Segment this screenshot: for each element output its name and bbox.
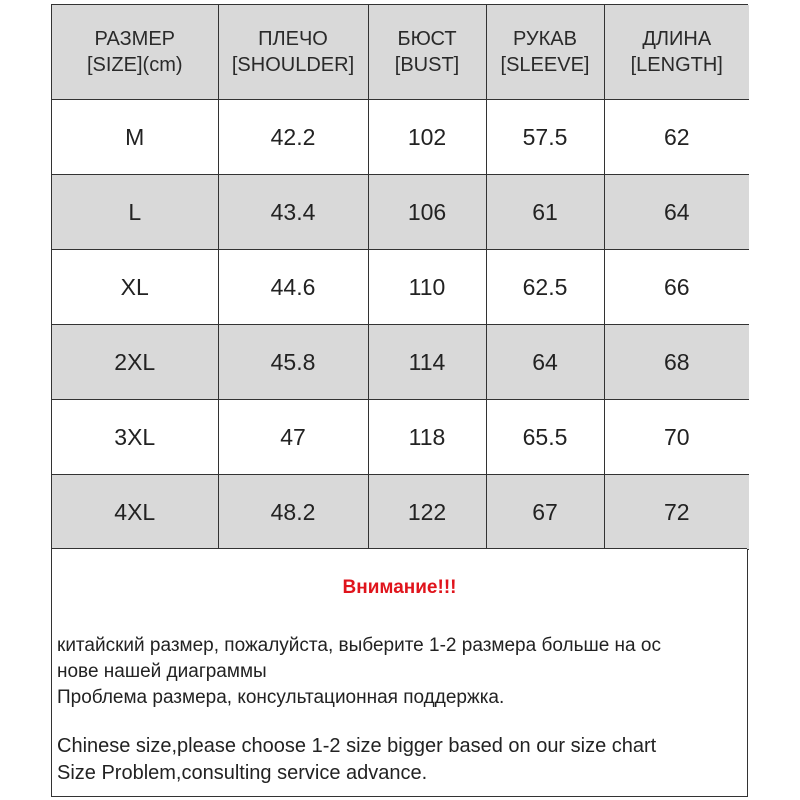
cell-length: 62 bbox=[604, 100, 749, 175]
table-row bbox=[52, 475, 749, 550]
header-bust-en: [BUST] bbox=[394, 54, 460, 76]
cell-sleeve: 61 bbox=[486, 175, 604, 250]
header-row bbox=[52, 5, 749, 100]
header-bust bbox=[368, 5, 486, 100]
header-size-ru: РАЗМЕР bbox=[94, 28, 176, 50]
cell-bust: 110 bbox=[368, 250, 486, 325]
cell-shoulder: 47 bbox=[218, 400, 368, 475]
cell-sleeve: 57.5 bbox=[486, 100, 604, 175]
table-row bbox=[52, 400, 749, 475]
cell-size: L bbox=[52, 175, 218, 250]
note-en-line: Chinese size,please choose 1-2 size bigger based on our size chart bbox=[57, 735, 657, 757]
header-shoulder bbox=[218, 5, 368, 100]
header-sleeve-en: [SLEEVE] bbox=[500, 54, 590, 76]
cell-length: 64 bbox=[604, 175, 749, 250]
header-sleeve bbox=[486, 5, 604, 100]
size-chart bbox=[51, 4, 748, 797]
note-ru-line: нове нашей диаграммы bbox=[57, 661, 267, 682]
table-row bbox=[52, 100, 749, 175]
cell-sleeve: 64 bbox=[486, 325, 604, 400]
cell-bust: 114 bbox=[368, 325, 486, 400]
table-row bbox=[52, 325, 749, 400]
cell-sleeve: 62.5 bbox=[486, 250, 604, 325]
header-shoulder-en: [SHOULDER] bbox=[231, 54, 355, 76]
cell-length: 70 bbox=[604, 400, 749, 475]
cell-bust: 118 bbox=[368, 400, 486, 475]
cell-sleeve: 67 bbox=[486, 475, 604, 550]
header-sleeve-ru: РУКАВ bbox=[513, 28, 577, 50]
cell-bust: 102 bbox=[368, 100, 486, 175]
cell-size: M bbox=[52, 100, 218, 175]
header-size-en: [SIZE](cm) bbox=[86, 54, 183, 76]
cell-size: 2XL bbox=[52, 325, 218, 400]
cell-length: 72 bbox=[604, 475, 749, 550]
header-size bbox=[52, 5, 218, 100]
note-ru-line: китайский размер, пожалуйста, выберите 1-2 размера больше на ос bbox=[57, 635, 661, 656]
cell-shoulder: 45.8 bbox=[218, 325, 368, 400]
header-shoulder-ru: ПЛЕЧО bbox=[258, 28, 328, 50]
header-length bbox=[604, 5, 749, 100]
note-ru-line: Проблема размера, консультационная поддержка. bbox=[57, 687, 505, 708]
notes-panel bbox=[52, 548, 747, 796]
cell-size: 4XL bbox=[52, 475, 218, 550]
header-bust-ru: БЮСТ bbox=[397, 28, 457, 50]
cell-size: XL bbox=[52, 250, 218, 325]
cell-bust: 122 bbox=[368, 475, 486, 550]
note-russian bbox=[57, 633, 739, 711]
warning-title: Внимание!!! bbox=[342, 577, 457, 598]
cell-bust: 106 bbox=[368, 175, 486, 250]
cell-sleeve: 65.5 bbox=[486, 400, 604, 475]
cell-size: 3XL bbox=[52, 400, 218, 475]
cell-length: 66 bbox=[604, 250, 749, 325]
header-length-en: [LENGTH] bbox=[630, 54, 723, 76]
table-row bbox=[52, 175, 749, 250]
header-length-ru: ДЛИНА bbox=[642, 28, 712, 50]
table-row bbox=[52, 250, 749, 325]
note-en-line: Size Problem,consulting service advance. bbox=[57, 762, 428, 784]
cell-shoulder: 42.2 bbox=[218, 100, 368, 175]
size-table bbox=[52, 5, 749, 550]
note-english bbox=[57, 733, 739, 787]
cell-shoulder: 48.2 bbox=[218, 475, 368, 550]
cell-shoulder: 43.4 bbox=[218, 175, 368, 250]
cell-shoulder: 44.6 bbox=[218, 250, 368, 325]
cell-length: 68 bbox=[604, 325, 749, 400]
